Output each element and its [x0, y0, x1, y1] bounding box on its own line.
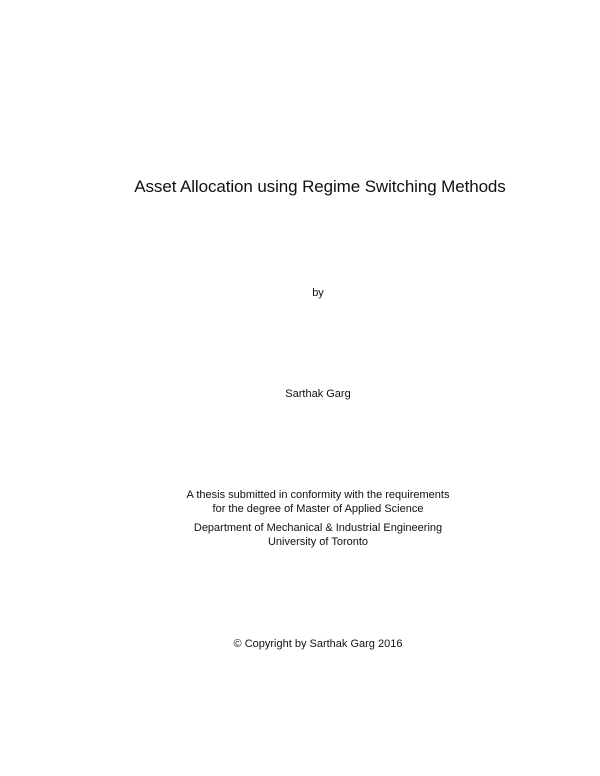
university-name: University of Toronto [267, 536, 369, 548]
by-line: by [312, 287, 324, 299]
degree-requirements [18, 488, 600, 516]
requirements-line-2: for the degree of Master of Applied Science [212, 503, 424, 515]
copyright-notice: © Copyright by Sarthak Garg 2016 [233, 638, 403, 650]
department-name: Department of Mechanical & Industrial Engineering [193, 522, 443, 534]
requirements-line-1: A thesis submitted in conformity with the requirements [186, 489, 450, 501]
institution-block [18, 521, 600, 549]
thesis-title: Asset Allocation using Regime Switching Methods [134, 177, 506, 196]
author-name: Sarthak Garg [285, 388, 351, 400]
